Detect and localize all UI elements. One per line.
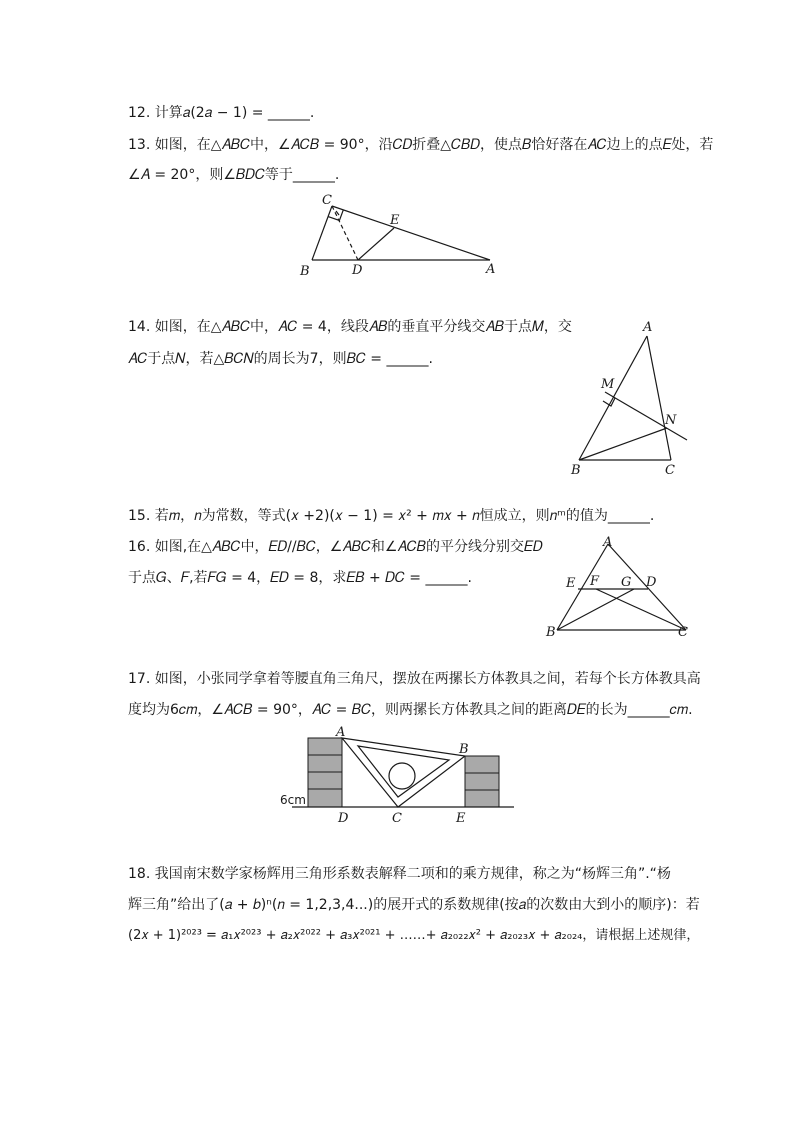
question-18-line-2: 辉三角”给出了(𝑎 + 𝑏)ⁿ(𝑛 = 1,2,3,4...)的展开式的系数规律(按𝑎的次数由大到小的顺序)：若	[128, 897, 700, 913]
q14-label-M: M	[601, 377, 615, 392]
question-17-line-1: 17. 如图，小张同学拿着等腰直角三角尺，摆放在两摞长方体教具之间，若每个长方体教具高	[128, 671, 701, 687]
q16-label-A: A	[603, 535, 613, 550]
q17-set-square-hole	[389, 763, 415, 789]
q17-left-block-3	[308, 772, 342, 789]
q13-segment-CA	[332, 206, 490, 260]
q17-label-height: 6cm	[280, 793, 306, 807]
q14-segment-BN	[579, 428, 667, 460]
q17-label-A: A	[336, 725, 346, 740]
figure-q17-set-square	[270, 724, 520, 828]
q14-right-angle-mark	[603, 398, 615, 406]
q16-bisector-CF	[596, 589, 686, 630]
q17-right-block-2	[465, 773, 499, 790]
question-13-line-1: 13. 如图，在△𝐴𝐵𝐶中，∠𝐴𝐶𝐵 = 90°，沿𝐶𝐷折叠△𝐶𝐵𝐷，使点𝐵恰好落在𝐴𝐶边上的点𝐸处，若	[128, 137, 714, 153]
q17-left-block-4	[308, 789, 342, 807]
q16-label-C: C	[678, 625, 688, 640]
q17-label-B: B	[459, 742, 469, 757]
q16-label-D: D	[646, 575, 657, 590]
q17-left-block-1	[308, 738, 342, 755]
figure-q14-perpendicular-bisector	[565, 318, 695, 478]
q14-segment-AB	[579, 336, 647, 460]
q13-label-C: C	[322, 193, 332, 208]
q13-label-D: D	[352, 263, 363, 278]
q17-left-block-2	[308, 755, 342, 772]
q16-label-G: G	[621, 575, 632, 590]
q17-right-block-1	[465, 756, 499, 773]
q17-label-C: C	[392, 811, 402, 826]
q13-label-B: B	[300, 264, 310, 279]
q14-label-B: B	[571, 463, 581, 478]
question-12: 12. 计算𝑎(2𝑎 − 1) = ______.	[128, 105, 315, 121]
q16-label-E: E	[566, 576, 576, 591]
q16-label-B: B	[546, 625, 556, 640]
question-15: 15. 若𝑚，𝑛为常数，等式(𝑥 +2)(𝑥 − 1) = 𝑥² + 𝑚𝑥 + 𝑛恒成立，则𝑛ᵐ的值为______.	[128, 508, 655, 524]
question-18-line-3: (2𝑥 + 1)²⁰²³ = 𝑎₁𝑥²⁰²³ + 𝑎₂𝑥²⁰²² + 𝑎₃𝑥²⁰²¹ + ……+ 𝑎₂₀₂₂𝑥² + 𝑎₂₀₂₃𝑥 + 𝑎₂₀₂₄，请根据上述规律，	[128, 928, 700, 943]
q14-label-C: C	[665, 463, 675, 478]
q13-segment-DE	[358, 228, 394, 260]
question-18-line-1: 18. 我国南宋数学家杨辉用三角形系数表解释二项和的乘方规律，称之为“杨辉三角”.“杨	[128, 866, 671, 882]
question-14-line-2: 𝐴𝐶于点𝑁，若△𝐵𝐶𝑁的周长为7，则𝐵𝐶 = ______.	[128, 351, 433, 367]
q13-segment-CB	[312, 206, 332, 260]
q17-label-D: D	[338, 811, 349, 826]
question-16-line-2: 于点𝐺、𝐹,若𝐹𝐺 = 4，𝐸𝐷 = 8，求𝐸𝐵 + 𝐷𝐶 = ______.	[128, 570, 472, 586]
q14-label-N: N	[665, 413, 677, 428]
q13-label-A: A	[486, 262, 496, 277]
question-13-line-2: ∠𝐴 = 20°，则∠𝐵𝐷𝐶等于______.	[128, 167, 340, 183]
question-16-line-1: 16. 如图,在△𝐴𝐵𝐶中，𝐸𝐷//𝐵𝐶，∠𝐴𝐵𝐶和∠𝐴𝐶𝐵的平分线分别交𝐸𝐷	[128, 539, 543, 555]
q16-label-F: F	[590, 574, 600, 589]
figure-q16-angle-bisectors	[540, 532, 700, 644]
q17-label-E: E	[456, 811, 466, 826]
q13-label-E: E	[390, 213, 400, 228]
q14-segment-AC	[647, 336, 671, 460]
question-17-line-2: 度均为6𝑐𝑚，∠𝐴𝐶𝐵 = 90°，𝐴𝐶 = 𝐵𝐶，则两摞长方体教具之间的距离𝐷𝐸的长为______𝑐𝑚.	[128, 702, 693, 718]
q17-right-block-3	[465, 790, 499, 807]
q14-label-A: A	[643, 320, 653, 335]
figure-q13-triangle-fold	[290, 188, 520, 280]
question-14-line-1: 14. 如图，在△𝐴𝐵𝐶中，𝐴𝐶 = 4，线段𝐴𝐵的垂直平分线交𝐴𝐵于点𝑀，交	[128, 319, 572, 335]
